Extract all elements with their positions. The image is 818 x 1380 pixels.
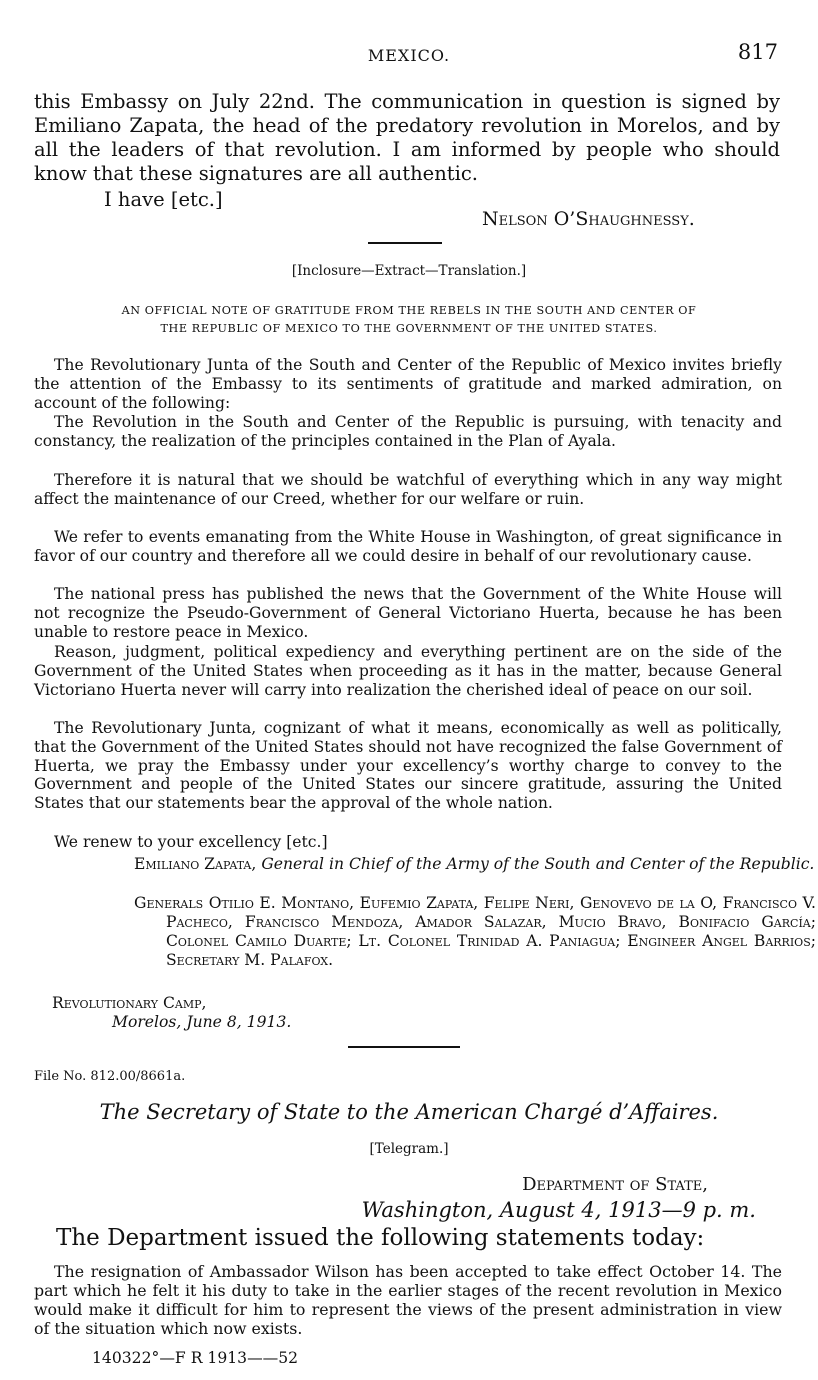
telegram-dateline: Washington, August 4, 1913—9 p. m. <box>361 1198 756 1222</box>
signing-date: Morelos, June 8, 1913. <box>112 1013 292 1031</box>
telegram-sender: Department of State, <box>522 1174 708 1195</box>
inclosure-paragraph: The Revolution in the South and Center of the Republic is pursuing, with tenacity and constancy, the realization of the principles contained in the Plan of Ayala. <box>34 413 782 450</box>
telegram-title: The Secretary of State to the American Chargé d’Affaires. <box>99 1100 719 1124</box>
letter-signature: Nelson O’Shaughnessy. <box>482 208 695 230</box>
running-head: MEXICO. <box>367 46 451 65</box>
letter-closing: I have [etc.] <box>104 188 223 211</box>
inclosure-paragraph: Therefore it is natural that we should be watchful of everything which in any way might affect the maintenance of our Creed, whether for our welfare or ruin. <box>34 471 782 508</box>
divider-rule <box>348 1046 460 1048</box>
inclosure-paragraph: Reason, judgment, political expediency and everything pertinent are on the side of the Government of the United States when proceeding as it has in the matter, because General Victoriano Huerta never will carry into realization the cherished ideal of peace on our soil. <box>34 643 782 699</box>
divider-rule <box>368 242 442 244</box>
generals-block <box>134 894 816 970</box>
inclosure-title-line-1: AN OFFICIAL NOTE OF GRATITUDE FROM THE REBELS IN THE SOUTH AND CENTER OF <box>121 304 697 317</box>
telegram-paragraph: The resignation of Ambassador Wilson has been accepted to take effect October 14. The part which he felt it his duty to take in the earlier stages of the recent revolution in Mexico would make it difficult for him to represent the views of the present administration in view of the situation which now exists. <box>34 1262 782 1338</box>
signer-title: General in Chief of the Army of the South and Center of the Republic. <box>261 855 815 873</box>
signer-name: Emiliano Zapata, <box>134 855 257 873</box>
printer-signature-mark: 140322°—F R 1913——52 <box>92 1349 299 1367</box>
generals-label: Generals <box>134 894 204 912</box>
telegram-lead: The Department issued the following statements today: <box>56 1225 705 1251</box>
inclosure-paragraph: The Revolutionary Junta of the South and Center of the Republic of Mexico invites briefly the attention of the Embassy to its sentiments of gratitude and marked admiration, on account of the following: <box>34 356 782 412</box>
inclosure-title-line-2: THE REPUBLIC OF MEXICO TO THE GOVERNMENT OF THE UNITED STATES. <box>160 322 658 335</box>
letter-paragraph: this Embassy on July 22nd. The communication in question is signed by Emiliano Zapata, the head of the predatory revolution in Morelos, and by all the leaders of that revolution. I am informed by people who should know that these signatures are all authentic. <box>34 90 780 185</box>
telegram-kind: [Telegram.] <box>369 1141 449 1157</box>
signer-block <box>134 855 816 874</box>
page-number: 817 <box>737 40 778 64</box>
generals-list: Otilio E. Montano, Eufemio Zapata, Felipe Neri, Genovevo de la O, Francisco V. Pacheco, Francisco Mendoza, Amador Salazar, Mucio Bravo, Bonifacio García; Colonel Camilo Duarte; Lt. Colonel Trinidad A. Paniagua; Engineer Angel Barrios; Secretary M. Palafox. <box>166 894 816 969</box>
inclosure-paragraph: The national press has published the news that the Government of the White House will not recognize the Pseudo-Government of General Victoriano Huerta, because he has been unable to restore peace in Mexico. <box>34 585 782 641</box>
inclosure-paragraph: We refer to events emanating from the White House in Washington, of great significance in favor of our country and therefore all we could desire in behalf of our revolutionary cause. <box>34 528 782 565</box>
signing-place: Revolutionary Camp, <box>52 994 207 1012</box>
inclosure-heading: [Inclosure—Extract—Translation.] <box>291 263 527 279</box>
file-number: File No. 812.00/8661a. <box>34 1069 186 1084</box>
inclosure-paragraph: We renew to your excellency [etc.] <box>54 833 328 851</box>
inclosure-paragraph: The Revolutionary Junta, cognizant of what it means, economically as well as politically, that the Government of the United States should not have recognized the false Government of Huerta, we pray the Embassy under your excellency’s worthy charge to convey to the Government and people of the United States our sincere gratitude, assuring the United States that our statements bear the approval of the whole nation. <box>34 719 782 813</box>
